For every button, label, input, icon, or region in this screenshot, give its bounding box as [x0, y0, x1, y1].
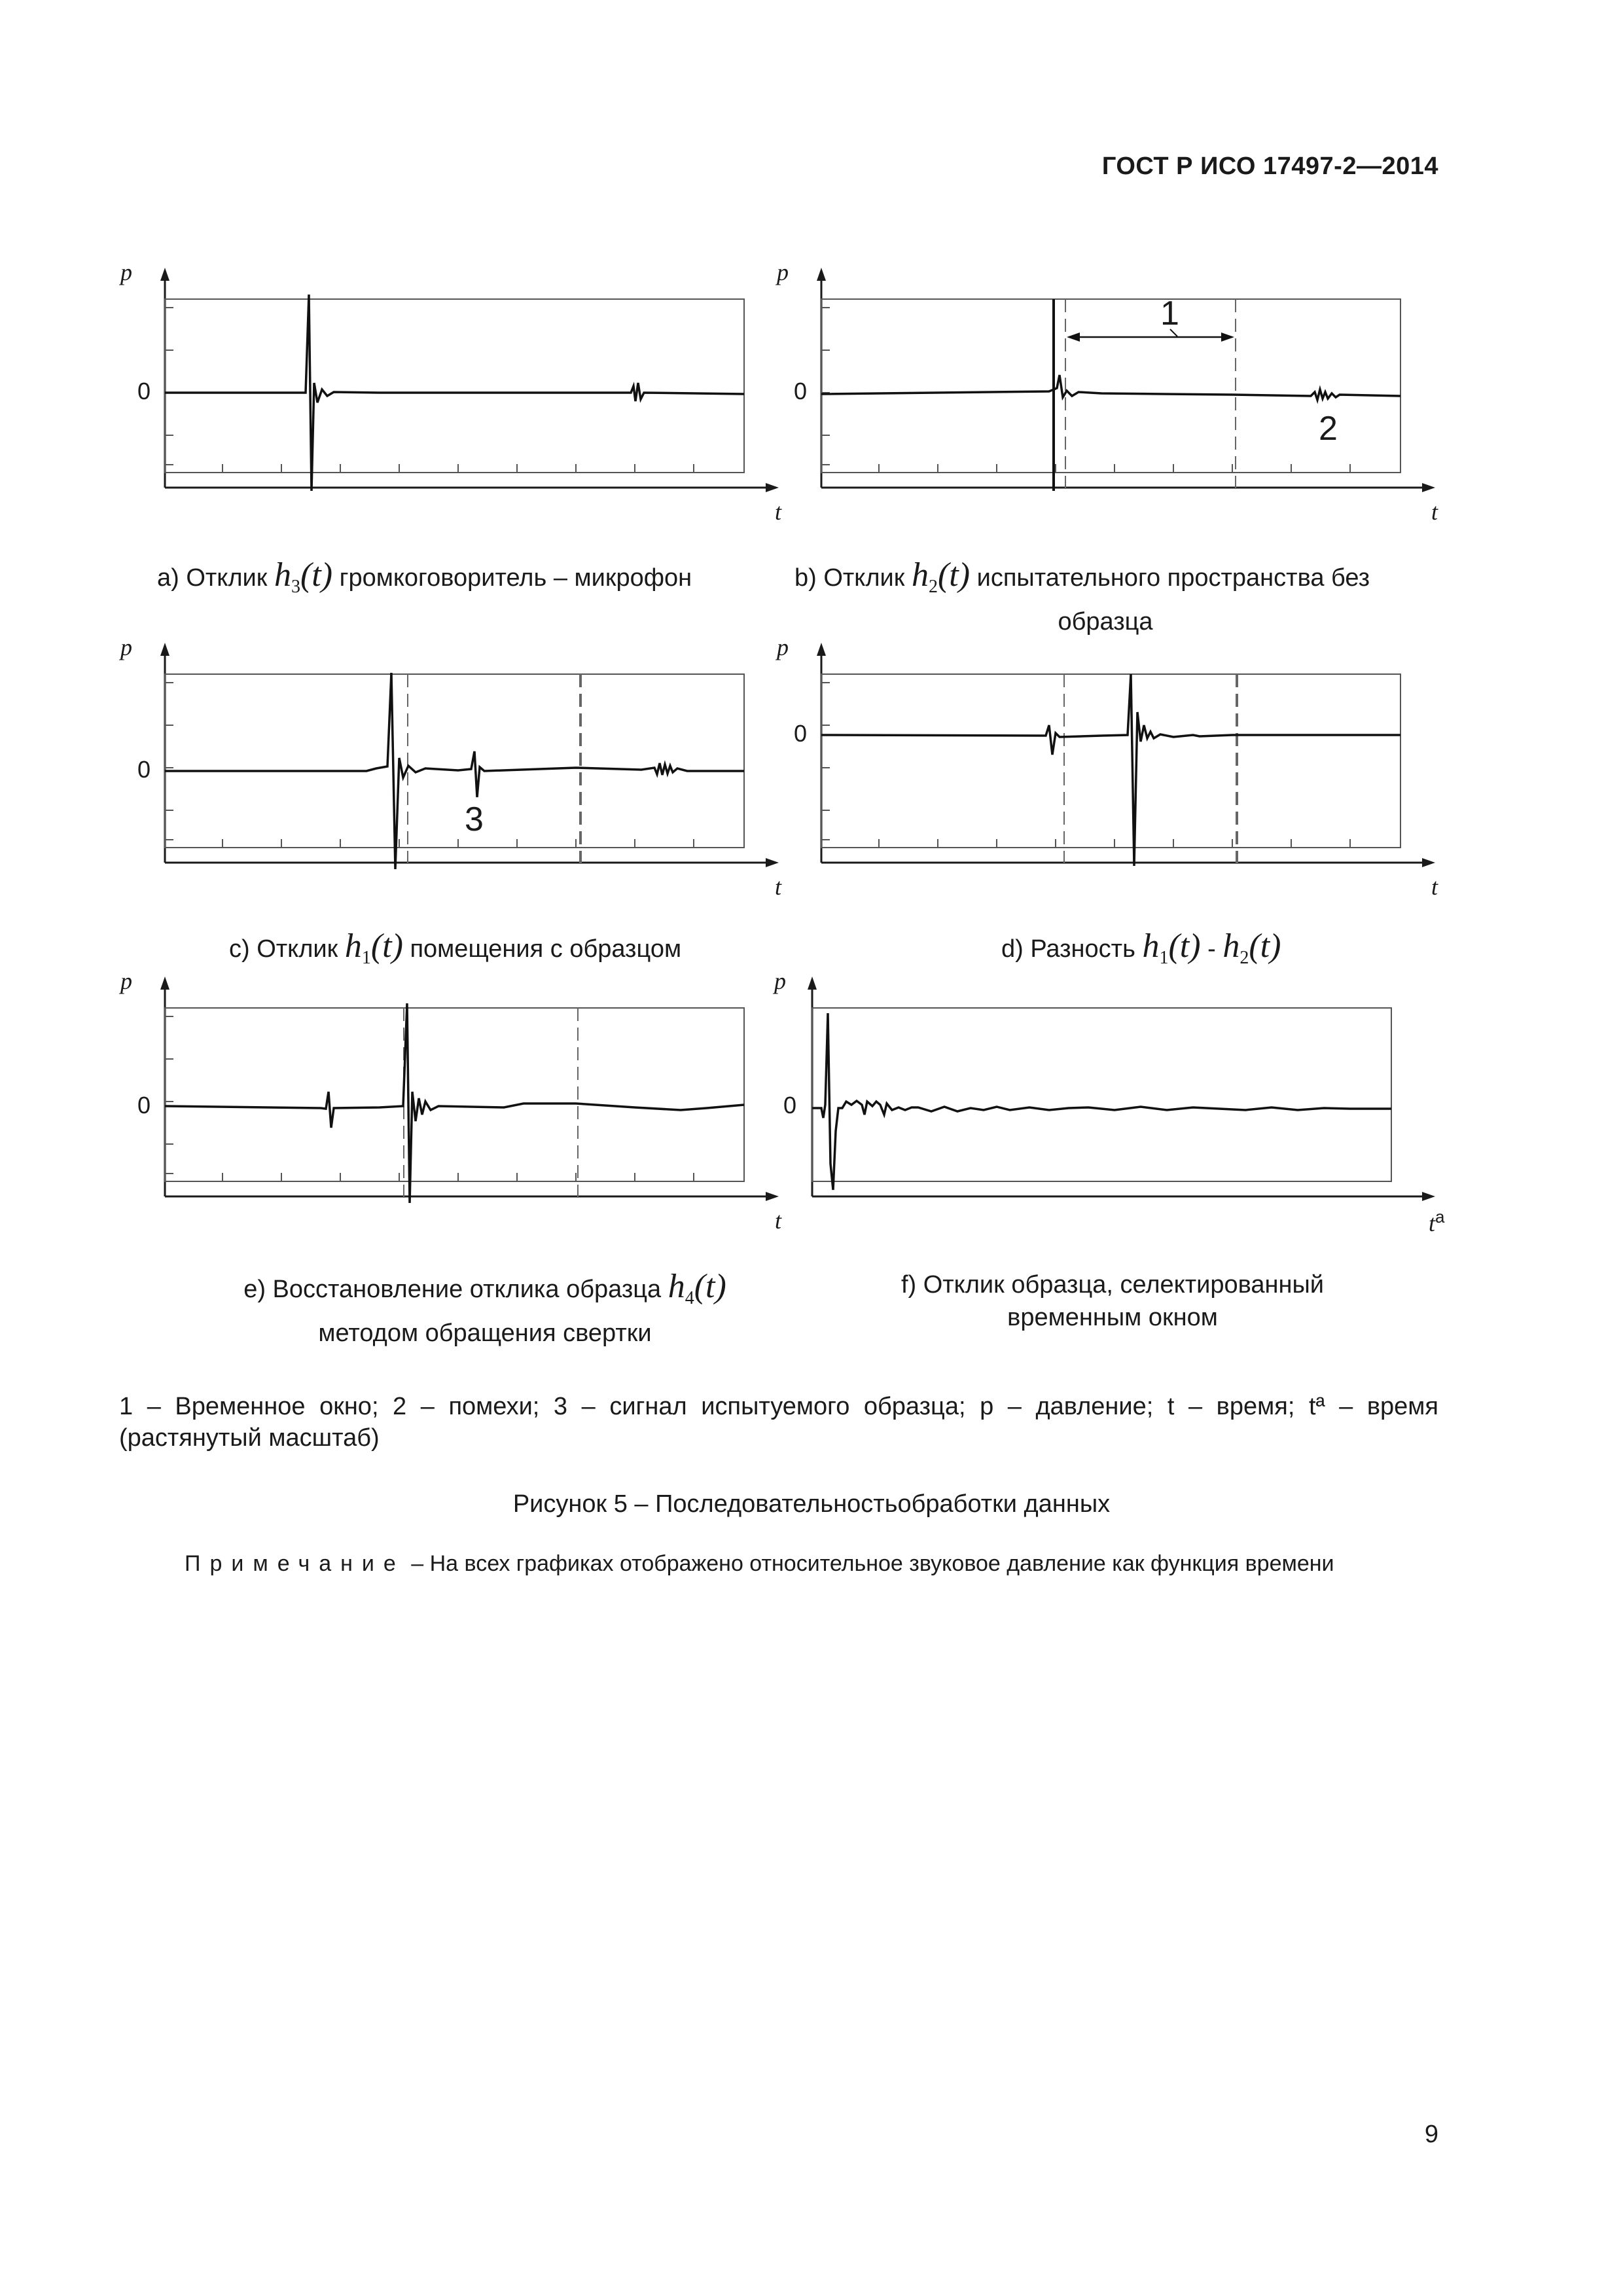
sample-signal-marker: 3	[465, 800, 484, 838]
caption-f-line1: f) Отклик образца, селектированный	[901, 1271, 1325, 1299]
caption-a-post: громкоговоритель – микрофон	[339, 564, 692, 592]
caption-d-minus: -	[1207, 935, 1216, 963]
zero-tick-label: 0	[137, 1092, 151, 1119]
figure-title: Рисунок 5 – Последовательностьобработки данных	[512, 1490, 1111, 1518]
caption-c-fn: h	[344, 927, 362, 965]
caption-e	[200, 1266, 770, 1348]
caption-e-sub: 4	[685, 1288, 694, 1308]
caption-e-pre: e) Восстановление отклика образца	[243, 1276, 662, 1303]
caption-b-arg: (t)	[937, 556, 971, 594]
chart-b-svg	[774, 259, 1455, 547]
chart-panel-c	[118, 634, 798, 922]
caption-e-arg: (t)	[694, 1268, 726, 1305]
x-axis-label-text: t	[1429, 1210, 1436, 1236]
x-axis-label	[1429, 1207, 1444, 1237]
caption-b-line2: образца	[1058, 608, 1153, 636]
x-axis-label: t	[1431, 874, 1438, 900]
x-axis-label-sup: a	[1435, 1207, 1445, 1227]
caption-b-line1	[794, 555, 1416, 607]
caption-a-sub: 3	[291, 577, 300, 597]
y-axis-label: p	[774, 968, 786, 994]
caption-b-fn: h	[911, 556, 929, 594]
caption-d-sub2: 2	[1240, 948, 1249, 968]
caption-b-pre: b) Отклик	[794, 564, 905, 592]
caption-d-fn1: h	[1142, 927, 1160, 965]
figure-legend: 1 – Временное окно; 2 – помехи; 3 – сигнал испытуемого образца; p – давление; t – время; tª – время (растянутый масштаб)	[119, 1393, 1438, 1452]
y-axis-label: p	[777, 634, 789, 660]
x-axis-label: t	[775, 874, 782, 900]
zero-tick-label: 0	[783, 1092, 797, 1119]
chart-panel-d	[774, 634, 1455, 922]
chart-e-svg	[118, 967, 798, 1255]
document-code: ГОСТ Р ИСО 17497-2—2014	[1101, 152, 1438, 180]
caption-d-arg1: (t)	[1168, 927, 1201, 965]
caption-c-arg: (t)	[370, 927, 403, 965]
figure-note	[185, 1551, 1334, 1577]
note-label: Примечание	[185, 1551, 405, 1576]
caption-b-post: испытательного пространства без	[976, 564, 1370, 592]
time-window-marker: 1	[1160, 295, 1179, 332]
chart-panel-e	[118, 967, 798, 1255]
chart-panel-a	[118, 259, 798, 547]
caption-d-sub1: 1	[1159, 948, 1169, 968]
y-axis-label: p	[120, 968, 132, 994]
caption-a-pre: a) Отклик	[157, 564, 268, 592]
chart-c-svg	[118, 634, 798, 922]
caption-b-sub: 2	[928, 577, 938, 597]
page-number: 9	[1424, 2121, 1438, 2148]
zero-tick-label: 0	[794, 378, 808, 404]
zero-tick-label: 0	[137, 378, 151, 404]
caption-b	[794, 555, 1416, 636]
caption-a-fn: h	[274, 556, 291, 594]
zero-tick-label: 0	[794, 720, 808, 747]
y-axis-label: p	[120, 634, 132, 660]
x-axis-label: t	[775, 499, 782, 525]
chart-panel-f	[774, 967, 1455, 1255]
y-axis-label: p	[120, 259, 132, 285]
caption-a	[157, 555, 692, 607]
x-axis-label: t	[1431, 499, 1438, 525]
caption-d-pre: d) Разность	[1001, 935, 1135, 963]
zero-tick-label: 0	[137, 756, 151, 783]
chart-a-svg	[118, 259, 798, 547]
noise-marker: 2	[1319, 410, 1338, 448]
caption-d-arg2: (t)	[1249, 927, 1281, 965]
chart-f-svg	[774, 967, 1455, 1255]
caption-f-line2: временным окном	[1007, 1304, 1218, 1331]
caption-c-pre: c) Отклик	[229, 935, 338, 963]
y-axis-label: p	[777, 259, 789, 285]
x-axis-label: t	[775, 1208, 782, 1234]
caption-f	[851, 1266, 1374, 1332]
caption-d-fn2: h	[1222, 927, 1240, 965]
caption-a-arg: (t)	[300, 556, 333, 594]
caption-e-line1	[200, 1266, 770, 1319]
chart-panel-b	[774, 259, 1455, 547]
caption-c-sub: 1	[361, 948, 371, 968]
caption-c-post: помещения с образцом	[410, 935, 682, 963]
chart-d-svg	[774, 634, 1455, 922]
note-text: – На всех графиках отображено относительное звуковое давление как функция времени	[404, 1551, 1334, 1576]
caption-e-line2: методом обращения свертки	[318, 1319, 652, 1347]
caption-e-fn: h	[668, 1268, 685, 1305]
